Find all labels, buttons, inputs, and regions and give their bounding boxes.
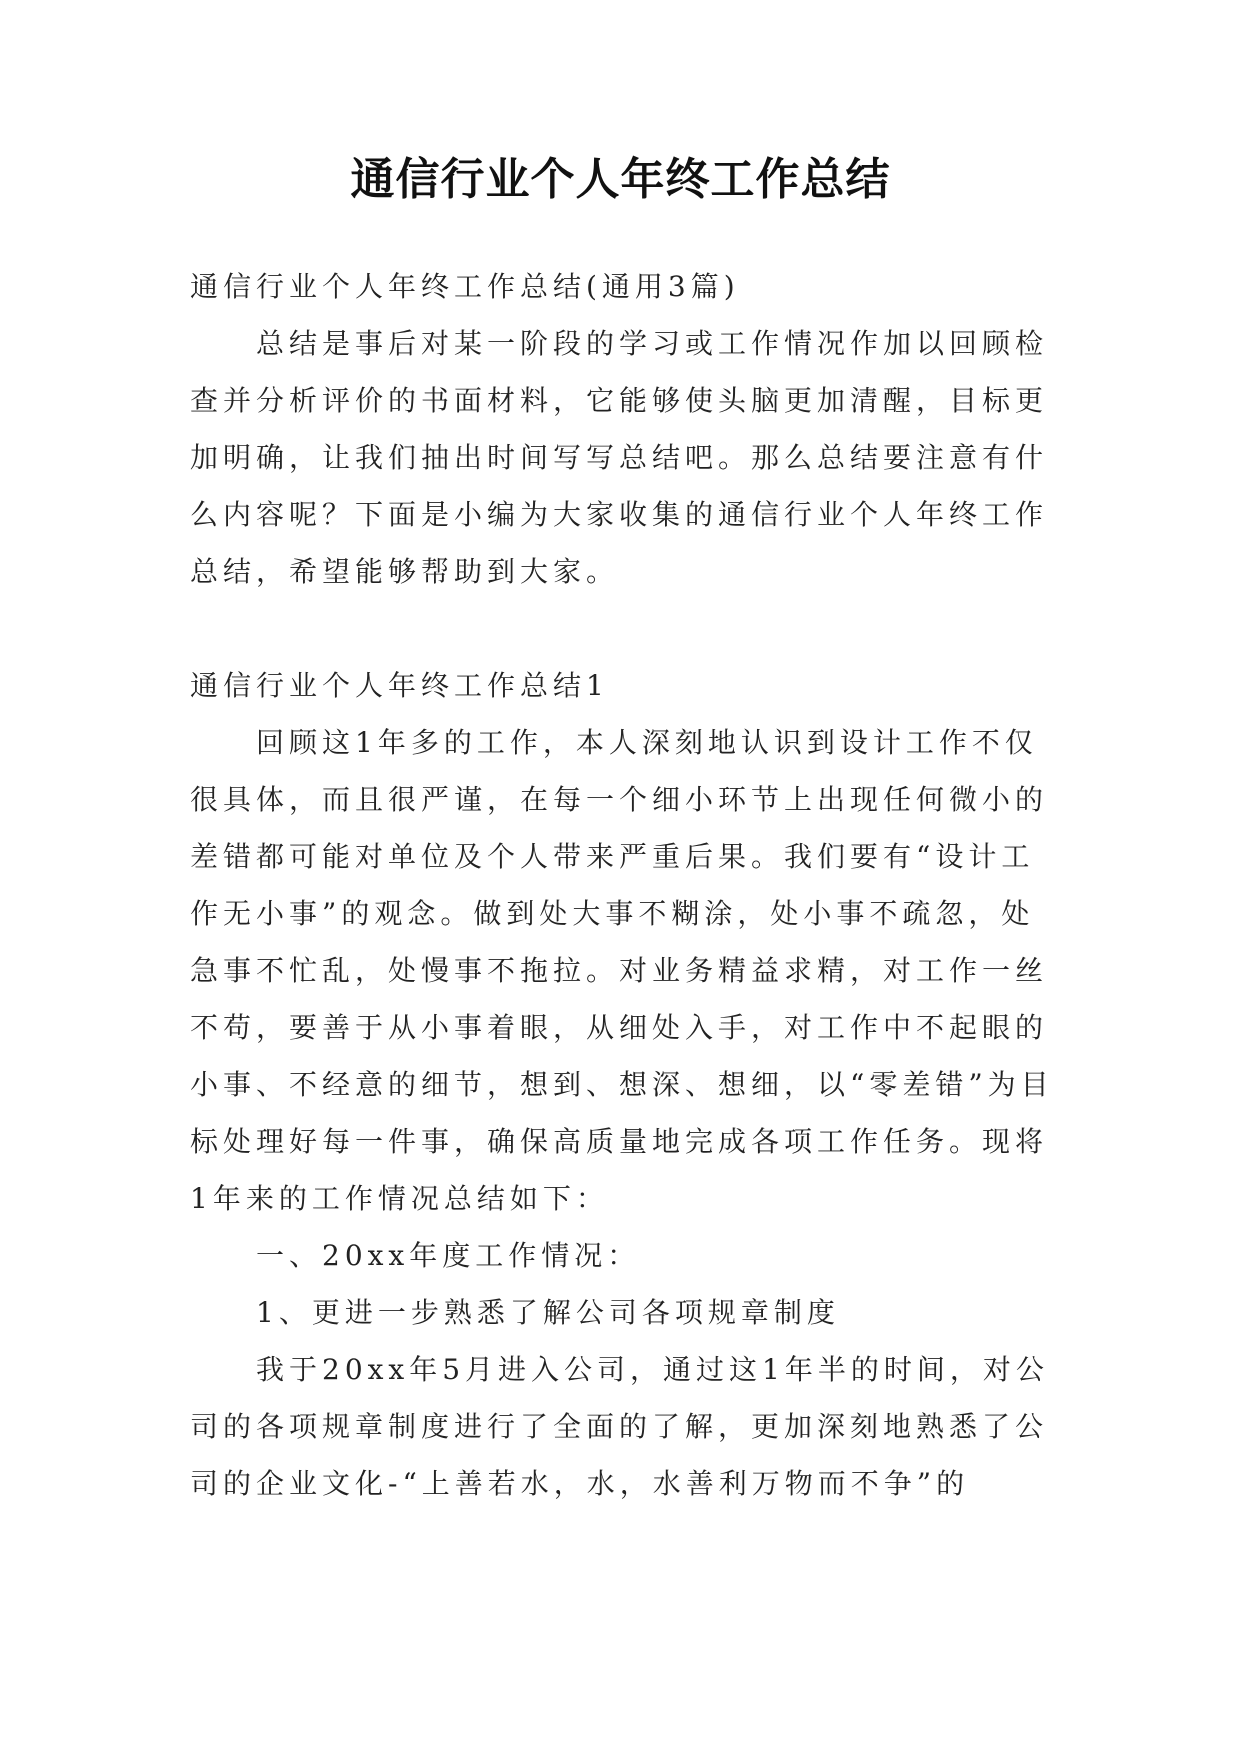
document-body — [190, 258, 1054, 1512]
document-title: 通信行业个人年终工作总结 — [350, 154, 891, 205]
body-paragraph: 回顾这1年多的工作，本人深刻地认识到设计工作不仅很具体，而且很严谨，在每一个细小环节上出现任何微小的差错都可能对单位及个人带来严重后果。我们要有“设计工作无小事”的观念。做到处大事不糊涂，处小事不疏忽，处急事不忙乱，处慢事不拖拉。对业务精益求精，对工作一丝不苟，要善于从小事着眼，从细处入手，对工作中不起眼的小事、不经意的细节，想到、想深、想细，以“零差错”为目标处理好每一件事，确保高质量地完成各项工作任务。现将1年来的工作情况总结如下： — [190, 726, 1054, 1215]
paragraph-spacer — [190, 600, 1054, 657]
list-heading: 一、20xx年度工作情况： — [256, 1239, 641, 1272]
intro-paragraph: 总结是事后对某一阶段的学习或工作情况作加以回顾检查并分析评价的书面材料，它能够使头脑更加清醒，目标更加明确，让我们抽出时间写写总结吧。那么总结要注意有什么内容呢？下面是小编为大家收集的通信行业个人年终工作总结，希望能够帮助到大家。 — [190, 327, 1049, 588]
document-subtitle: 通信行业个人年终工作总结(通用3篇) — [190, 270, 740, 303]
section-heading: 通信行业个人年终工作总结1 — [190, 669, 609, 702]
body-paragraph: 我于20xx年5月进入公司，通过这1年半的时间，对公司的各项规章制度进行了全面的了解，更加深刻地熟悉了公司的企业文化-“上善若水，水，水善利万物而不争”的 — [190, 1353, 1049, 1500]
list-item: 1、更进一步熟悉了解公司各项规章制度 — [256, 1296, 840, 1329]
